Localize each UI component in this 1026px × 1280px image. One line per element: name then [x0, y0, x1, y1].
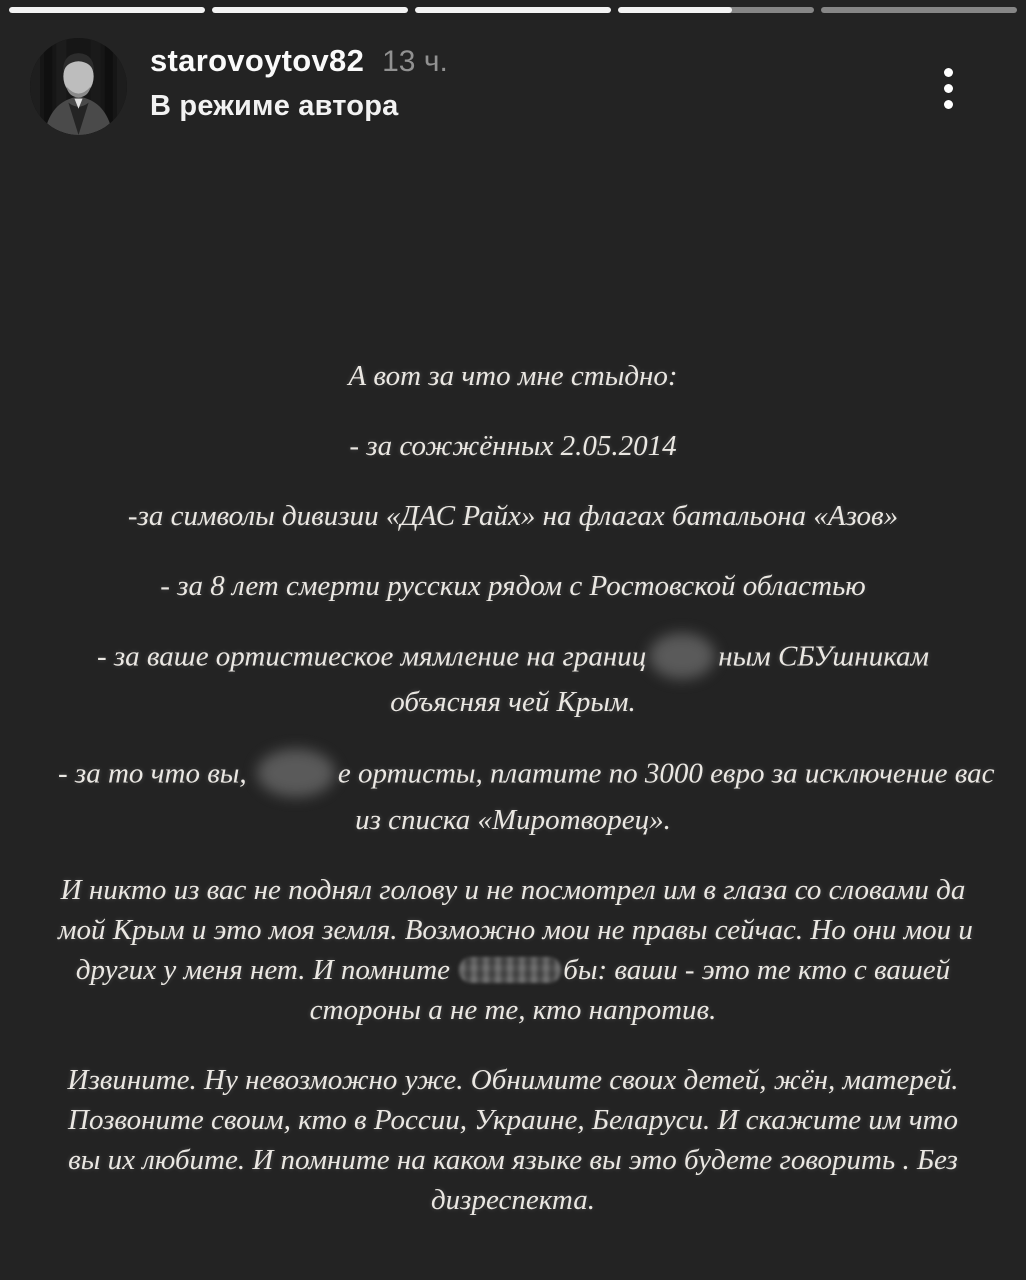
kebab-vertical-icon [944, 68, 953, 77]
story-line [58, 752, 995, 800]
story-text [58, 356, 995, 1220]
story-text-run: Позвоните своим, кто в России, Украине, Беларуси. И скажите им что [68, 1104, 958, 1136]
avatar[interactable] [30, 38, 127, 135]
timestamp: 13 ч. [382, 45, 448, 78]
story-line [58, 636, 968, 682]
story-text-run: ным СБУшникам [718, 640, 930, 673]
progress-segment-fill [9, 7, 205, 13]
story-line [58, 426, 968, 466]
kebab-vertical-icon [944, 100, 953, 109]
story-text-run: - за ваше ортистиеское мямление на границ [96, 640, 647, 673]
progress-segment-fill [212, 7, 408, 13]
story-line [58, 1140, 968, 1180]
story-text-run: вы их любите. И помните на каком языке вы это будете говорить . Без [68, 1144, 958, 1176]
story-paragraph [58, 870, 973, 1030]
story-text-run: бы: ваши - это те кто с вашей [563, 954, 951, 986]
story-paragraph [58, 426, 968, 466]
avatar-photo-icon [30, 38, 127, 135]
progress-segment [618, 7, 814, 13]
censored-blur [459, 957, 561, 983]
story-text-run: Извините. Ну невозможно уже. Обнимите своих детей, жён, матерей. [67, 1064, 959, 1096]
story-text-run: стороны а не те, кто напротив. [309, 994, 717, 1026]
story-text-run: из списка «Миротворец». [355, 804, 671, 836]
story-line [58, 496, 968, 536]
story-line [58, 566, 968, 606]
username-row [150, 43, 448, 79]
story-line [58, 1100, 968, 1140]
story-line [58, 1060, 968, 1100]
progress-segment-fill [415, 7, 611, 13]
story-paragraph [58, 356, 968, 396]
story-line [58, 910, 973, 950]
story-text-run: мой Крым и это моя земля. Возможно мои не правы сейчас. Но они мои и [58, 914, 973, 946]
story-progress-bar [9, 7, 1017, 13]
story-line [58, 356, 968, 396]
censored-blur [257, 749, 335, 797]
story-line [58, 682, 968, 722]
story-text-run: объясняя чей Крым. [390, 686, 636, 718]
progress-segment-fill [618, 7, 732, 13]
story-text-run: - за 8 лет смерти русских рядом с Ростовской областью [160, 570, 866, 602]
story-line [58, 950, 968, 990]
story-line [58, 870, 968, 910]
story-header [30, 38, 996, 138]
story-paragraph [58, 566, 968, 606]
more-options-button[interactable] [928, 58, 968, 118]
story-line [58, 990, 968, 1030]
story-text-run: А вот за что мне стыдно: [348, 360, 678, 392]
username[interactable]: starovoytov82 [150, 43, 365, 78]
header-meta [150, 43, 448, 123]
progress-segment [9, 7, 205, 13]
story-paragraph [58, 1060, 968, 1220]
story-paragraph [58, 496, 968, 536]
story-text-run: И никто из вас не поднял голову и не посмотрел им в глаза со словами да [60, 874, 966, 906]
progress-segment [821, 7, 1017, 13]
story-text-run: е ортисты, платите по 3000 евро за исключение вас [337, 757, 995, 790]
kebab-vertical-icon [944, 84, 953, 93]
story-line [58, 800, 968, 840]
story-text-run: дизреспекта. [431, 1184, 595, 1216]
story-line [58, 1180, 968, 1220]
censored-blur [649, 633, 715, 679]
story-text-run: -за символы дивизии «ДАС Райх» на флагах батальона «Азов» [127, 500, 899, 532]
story-text-run: других у меня нет. И помните [75, 954, 458, 986]
progress-segment [212, 7, 408, 13]
progress-segment [415, 7, 611, 13]
story-paragraph [58, 752, 995, 840]
story-text-run: - за то что вы, [58, 757, 254, 790]
story-text-run: - за сожжённых 2.05.2014 [349, 430, 677, 462]
author-mode-label: В режиме автора [150, 90, 399, 122]
story-paragraph [58, 636, 968, 722]
